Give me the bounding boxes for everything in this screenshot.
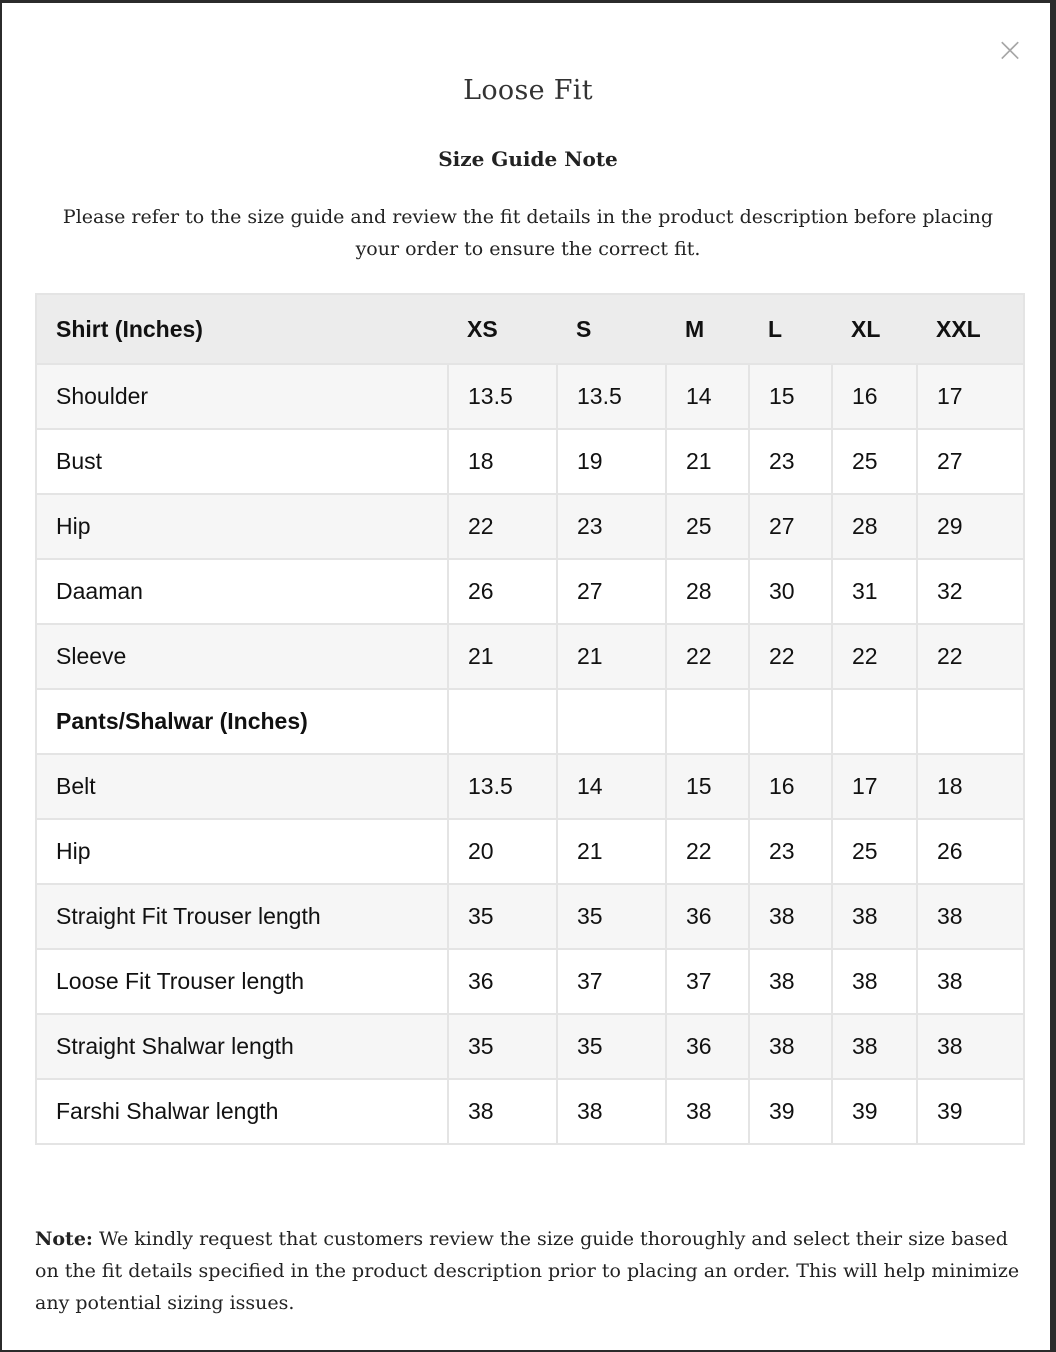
measurement-value: 14 (666, 364, 749, 429)
table-row (36, 559, 1024, 624)
measurement-value (557, 689, 666, 754)
measurement-value: 36 (666, 884, 749, 949)
measurement-value: 37 (557, 949, 666, 1014)
measurement-value: 18 (917, 754, 1024, 819)
measurement-label: Belt (36, 754, 448, 819)
measurement-value: 31 (832, 559, 917, 624)
measurement-label: Daaman (36, 559, 448, 624)
note-text: We kindly request that customers review the size guide thoroughly and select their size based on the fit details specified in the product description prior to placing an order. This will help minimize any potential sizing issues. (35, 1228, 1020, 1314)
measurement-value: 23 (749, 819, 832, 884)
close-icon[interactable]: × (995, 30, 1025, 70)
measurement-value: 38 (917, 1014, 1024, 1079)
table-row (36, 949, 1024, 1014)
measurement-label: Bust (36, 429, 448, 494)
measurement-value: 29 (917, 494, 1024, 559)
measurement-value: 38 (917, 884, 1024, 949)
measurement-value: 38 (448, 1079, 557, 1144)
measurement-value: 21 (666, 429, 749, 494)
measurement-value: 15 (666, 754, 749, 819)
measurement-value: 25 (832, 819, 917, 884)
measurement-value: 22 (917, 624, 1024, 689)
measurement-value: 21 (557, 624, 666, 689)
measurement-value: 16 (749, 754, 832, 819)
measurement-value: 28 (832, 494, 917, 559)
measurement-label: Shoulder (36, 364, 448, 429)
measurement-value: 36 (448, 949, 557, 1014)
measurement-value (749, 689, 832, 754)
measurement-label: Hip (36, 819, 448, 884)
table-row (36, 1079, 1024, 1144)
size-guide-modal (2, 3, 1050, 1350)
table-row (36, 819, 1024, 884)
measurement-value: 35 (448, 884, 557, 949)
measurement-value: 22 (749, 624, 832, 689)
measurement-label: Hip (36, 494, 448, 559)
measurement-value: 38 (666, 1079, 749, 1144)
table-body (36, 364, 1024, 1144)
measurement-value: 32 (917, 559, 1024, 624)
measurement-value: 38 (832, 1014, 917, 1079)
measurement-value: 22 (448, 494, 557, 559)
measurement-value (832, 689, 917, 754)
size-guide-note-heading: Size Guide Note (438, 147, 618, 171)
table-row (36, 884, 1024, 949)
measurement-value: 14 (557, 754, 666, 819)
measurement-value (448, 689, 557, 754)
table-row (36, 1014, 1024, 1079)
measurement-value: 13.5 (448, 754, 557, 819)
header-shirt-inches: Shirt (Inches) (36, 294, 448, 364)
header-size-m: M (666, 294, 749, 364)
measurement-value: 26 (448, 559, 557, 624)
measurement-value: 35 (448, 1014, 557, 1079)
measurement-value: 39 (749, 1079, 832, 1144)
header-size-s: S (557, 294, 666, 364)
measurement-value: 15 (749, 364, 832, 429)
measurement-value: 22 (832, 624, 917, 689)
measurement-value (666, 689, 749, 754)
measurement-label: Loose Fit Trouser length (36, 949, 448, 1014)
measurement-value: 17 (917, 364, 1024, 429)
header-size-xs: XS (448, 294, 557, 364)
table-row (36, 494, 1024, 559)
section-label: Pants/Shalwar (Inches) (36, 689, 448, 754)
measurement-value: 36 (666, 1014, 749, 1079)
header-size-l: L (749, 294, 832, 364)
measurement-value: 27 (557, 559, 666, 624)
table-row (36, 364, 1024, 429)
measurement-value: 27 (917, 429, 1024, 494)
measurement-value: 13.5 (557, 364, 666, 429)
size-note (35, 1223, 1029, 1319)
measurement-value: 35 (557, 1014, 666, 1079)
modal-title: Loose Fit (463, 75, 593, 106)
measurement-value: 38 (749, 1014, 832, 1079)
measurement-value: 28 (666, 559, 749, 624)
header-size-xl: XL (832, 294, 917, 364)
measurement-value: 21 (557, 819, 666, 884)
measurement-value: 20 (448, 819, 557, 884)
measurement-value: 38 (557, 1079, 666, 1144)
measurement-value: 39 (917, 1079, 1024, 1144)
measurement-value: 38 (749, 949, 832, 1014)
measurement-value (917, 689, 1024, 754)
table-row (36, 624, 1024, 689)
measurement-value: 19 (557, 429, 666, 494)
table-row (36, 754, 1024, 819)
measurement-value: 38 (832, 884, 917, 949)
measurement-value: 25 (832, 429, 917, 494)
measurement-value: 23 (749, 429, 832, 494)
measurement-value: 27 (749, 494, 832, 559)
measurement-label: Sleeve (36, 624, 448, 689)
size-chart-table (35, 293, 1025, 1145)
measurement-value: 22 (666, 624, 749, 689)
measurement-value: 38 (832, 949, 917, 1014)
note-label: Note: (35, 1228, 93, 1250)
measurement-value: 21 (448, 624, 557, 689)
measurement-value: 23 (557, 494, 666, 559)
header-size-xxl: XXL (917, 294, 1024, 364)
measurement-value: 17 (832, 754, 917, 819)
measurement-label: Farshi Shalwar length (36, 1079, 448, 1144)
measurement-value: 13.5 (448, 364, 557, 429)
measurement-value: 38 (917, 949, 1024, 1014)
table-header-row (36, 294, 1024, 364)
measurement-value: 39 (832, 1079, 917, 1144)
measurement-label: Straight Fit Trouser length (36, 884, 448, 949)
measurement-value: 37 (666, 949, 749, 1014)
measurement-value: 16 (832, 364, 917, 429)
measurement-value: 18 (448, 429, 557, 494)
measurement-value: 35 (557, 884, 666, 949)
measurement-value: 38 (749, 884, 832, 949)
measurement-value: 30 (749, 559, 832, 624)
measurement-value: 26 (917, 819, 1024, 884)
measurement-value: 22 (666, 819, 749, 884)
table-section-row (36, 689, 1024, 754)
measurement-label: Straight Shalwar length (36, 1014, 448, 1079)
table-row (36, 429, 1024, 494)
size-guide-intro: Please refer to the size guide and review the fit details in the product description before placing your order to ensure the correct fit. (62, 206, 994, 260)
measurement-value: 25 (666, 494, 749, 559)
